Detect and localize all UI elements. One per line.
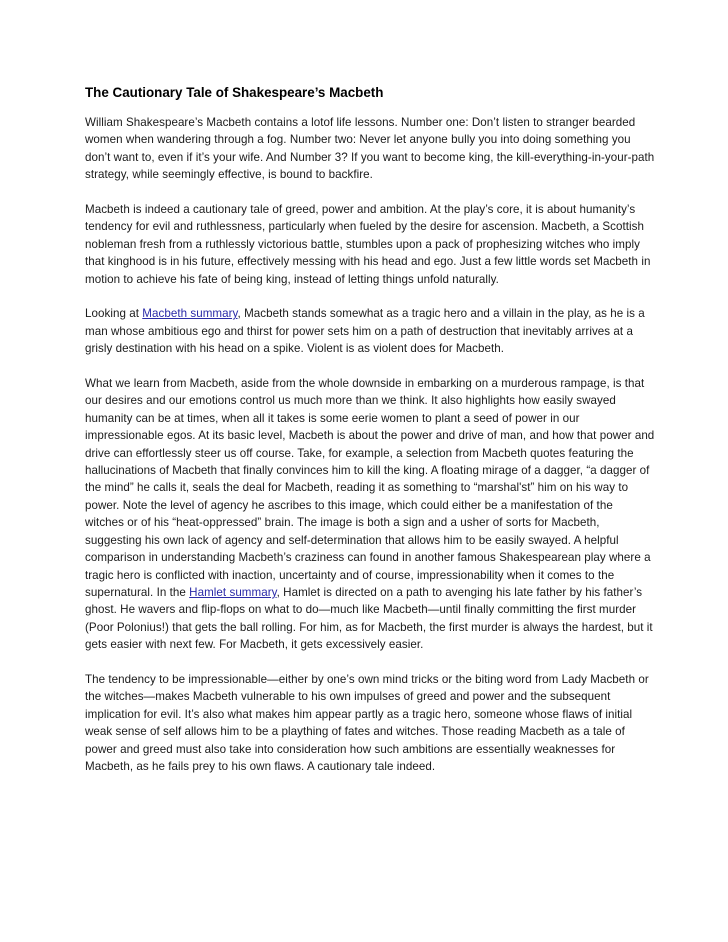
paragraph-text: , Hamlet is directed on a path to avenging his late father by his father’s ghost. He wavers and flip-flops on what to do—much like Macbeth—until finally committing the first murder (Poor Polonius!) that gets the ball rolling. For him, as for Macbeth, the first murder is always the hardest, but it gets easier with next few. For Macbeth, it gets excessively easier.: [85, 585, 653, 652]
paragraph-conclusion: The tendency to be impressionable—either by one’s own mind tricks or the biting word from Lady Macbeth or the witches—makes Macbeth vulnerable to his own impulses of greed and power and the subsequent implication for evil. It’s also what makes him appear partly as a tragic hero, someone whose flaws of initial weak sense of self allows him to be a plaything of fates and witches. Those reading Macbeth as a tale of power and greed must also take into consideration how such ambitions are essentially weaknesses for Macbeth, as he fails prey to his own flaws. A cautionary tale indeed.: [85, 672, 649, 773]
hamlet-summary-link[interactable]: Hamlet summary: [189, 585, 277, 599]
macbeth-summary-link[interactable]: Macbeth summary: [142, 307, 238, 321]
paragraph-cautionary-tale: Macbeth is indeed a cautionary tale of greed, power and ambition. At the play’s core, it is about humanity’s tendency for evil and ruthlessness, particularly when fueled by the desire for ascension. Macbeth, a Scottish nobleman fresh from a ruthlessly victorious battle, stumbles upon a pack of prophesizing witches who imply that kinghood is in his future, effectively messing with his head and ego. Just a few little words set Macbeth in motion to achieve his fate of being king, instead of letting things unfold naturally.: [85, 203, 651, 286]
paragraph-what-we-learn: [85, 375, 655, 654]
document-page: [85, 84, 655, 793]
paragraph-text: What we learn from Macbeth, aside from the whole downside in embarking on a murderous rampage, is that our desires and our emotions control us much more than we think. It also highlights how easily swayed humanity can be at times, when all it takes is some eerie women to plant a seed of power in our impressionable egos. At its basic level, Macbeth is about the power and drive of man, and how that power and drive can effortlessly steer us off course. Take, for example, a selection from Macbeth quotes featuring the hallucinations of Macbeth that finally convinces him to kill the king. A floating mirage of a dagger, “a dagger of the mind” he calls it, seals the deal for Macbeth, reading it as something to “marshal'st” him on his way to power. Note the level of agency he ascribes to this image, which could either be a manifestation of the witches or of his “heat-oppressed” brain. The image is both a sign and a usher of sorts for Macbeth, suggesting his own lack of agency and self-determination that allows him to be easily swayed. A helpful comparison in understanding Macbeth’s craziness can found in another famous Shakespearean play where a tragic hero is conflicted with inaction, uncertainty and of course, impressionability when it comes to the supernatural. In the: [85, 377, 655, 599]
document-title: The Cautionary Tale of Shakespeare’s Macbeth: [85, 85, 384, 100]
paragraph-text: , Macbeth stands somewhat as a tragic hero and a villain in the play, as he is a man whose ambitious ego and thirst for power sets him on a path of destruction that inevitably arrives at a grisly destination with his head on a spike. Violent is as violent does for Macbeth.: [85, 307, 645, 356]
paragraph-macbeth-summary: [85, 305, 655, 357]
paragraph-intro: William Shakespeare’s Macbeth contains a lotof life lessons. Number one: Don’t listen to stranger bearded women when wandering through a fog. Number two: Never let anyone bully you into doing something you don’t want to, even if it’s your wife. And Number 3? If you want to become king, the kill-everything-in-your-path strategy, while seemingly effective, is bound to backfire.: [85, 116, 655, 182]
paragraph-text: Looking at: [85, 307, 143, 321]
